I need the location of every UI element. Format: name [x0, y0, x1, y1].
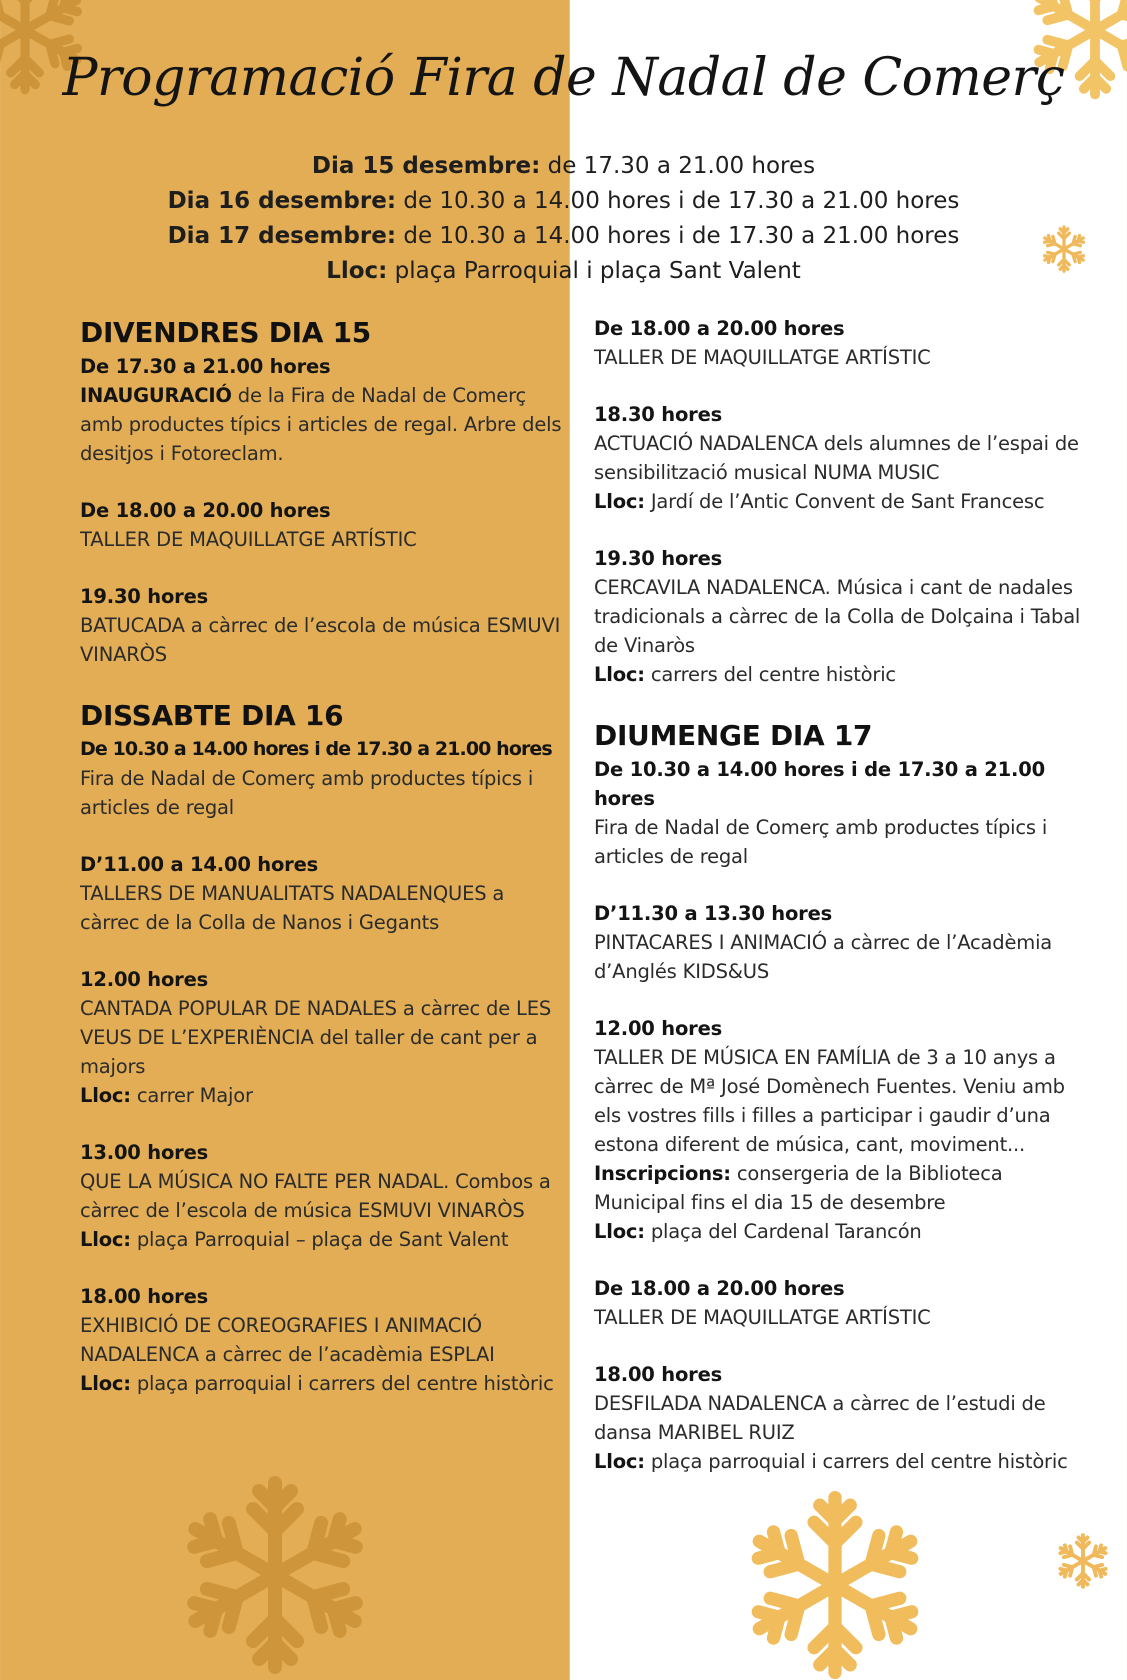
event-time: 19.30 hores	[594, 547, 722, 570]
event-description: QUE LA MÚSICA NO FALTE PER NADAL. Combos a càrrec de l’escola de música ESMUVI VINARÒS	[80, 1170, 551, 1222]
event-description: ACTUACIÓ NADALENCA dels alumnes de l’espai de sensibilització musical NUMA MUSIC	[594, 432, 1079, 484]
event-item	[80, 352, 565, 468]
event-description: Fira de Nadal de Comerç amb productes típics i articles de regal	[80, 767, 534, 819]
event-description: TALLER DE MAQUILLATGE ARTÍSTIC	[80, 528, 417, 551]
event-time: 18.00 hores	[594, 1363, 722, 1386]
event-description: BATUCADA a càrrec de l’escola de música ESMUVI VINARÒS	[80, 614, 561, 666]
event-time: De 17.30 a 21.00 hores	[80, 355, 331, 378]
day-heading-saturday: DISSABTE DIA 16	[80, 699, 344, 732]
schedule-line: Dia 17 desembre: de 10.30 a 14.00 hores i de 17.30 a 21.00 hores	[167, 223, 960, 249]
event-time: 18.00 hores	[80, 1285, 208, 1308]
event-item	[80, 1138, 565, 1254]
event-description: CANTADA POPULAR DE NADALES a càrrec de LES VEUS DE L’EXPERIÈNCIA del taller de cant per a majors	[80, 997, 551, 1078]
event-description: TALLER DE MÚSICA EN FAMÍLIA de 3 a 10 anys a càrrec de Mª José Domènech Fuentes. Veniu amb els vostres fills i filles a participar i gaudir d’una estona diferent de música, cant, moviment...	[594, 1046, 1065, 1156]
event-description: INAUGURACIÓ de la Fira de Nadal de Comerç amb productes típics i articles de regal. Arbre dels desitjos i Fotoreclam.	[80, 384, 562, 465]
event-time: D’11.30 a 13.30 hores	[594, 902, 833, 925]
day-heading-friday: DIVENDRES DIA 15	[80, 316, 371, 349]
schedule-summary	[0, 149, 1127, 289]
event-item	[80, 735, 565, 822]
event-description: TALLER DE MAQUILLATGE ARTÍSTIC	[594, 346, 931, 369]
event-description: DESFILADA NADALENCA a càrrec de l’estudi de dansa MARIBEL RUIZ	[594, 1392, 1046, 1444]
schedule-line: Lloc: plaça Parroquial i plaça Sant Valent	[326, 258, 801, 284]
event-item	[80, 582, 565, 669]
event-item	[594, 400, 1094, 516]
event-item	[594, 755, 1094, 871]
event-time: 12.00 hores	[80, 968, 208, 991]
event-location: Lloc: plaça parroquial i carrers del centre històric	[594, 1450, 1068, 1473]
event-time: 12.00 hores	[594, 1017, 722, 1040]
event-time: De 18.00 a 20.00 hores	[594, 1277, 845, 1300]
snowflake-icon	[1055, 1533, 1111, 1589]
event-time: De 18.00 a 20.00 hores	[80, 499, 331, 522]
event-location: Lloc: carrer Major	[80, 1084, 253, 1107]
event-item	[80, 1282, 565, 1398]
event-item	[594, 1274, 1094, 1332]
event-time: De 18.00 a 20.00 hores	[594, 317, 845, 340]
event-description: EXHIBICIÓ DE COREOGRAFIES I ANIMACIÓ NADALENCA a càrrec de l’acadèmia ESPLAI	[80, 1314, 495, 1366]
event-description: CERCAVILA NADALENCA. Música i cant de nadales tradicionals a càrrec de la Colla de Dolçaina i Tabal de Vinaròs	[594, 576, 1081, 657]
event-location: Lloc: plaça parroquial i carrers del centre històric	[80, 1372, 554, 1395]
event-location: Lloc: carrers del centre històric	[594, 663, 896, 686]
event-item	[594, 544, 1094, 689]
event-item	[594, 899, 1094, 986]
event-location: Lloc: plaça Parroquial – plaça de Sant Valent	[80, 1228, 509, 1251]
event-item	[594, 1360, 1094, 1476]
event-description: TALLERS DE MANUALITATS NADALENQUES a càrrec de la Colla de Nanos i Gegants	[80, 882, 505, 934]
event-item	[80, 496, 565, 554]
event-item	[80, 850, 565, 937]
event-location: Lloc: plaça del Cardenal Tarancón	[594, 1220, 922, 1243]
event-time: De 10.30 a 14.00 hores i de 17.30 a 21.00 hores	[594, 758, 1045, 810]
event-location: Lloc: Jardí de l’Antic Convent de Sant Francesc	[594, 490, 1045, 513]
event-time: 18.30 hores	[594, 403, 722, 426]
event-description: PINTACARES I ANIMACIÓ a càrrec de l’Acadèmia d’Anglés KIDS&US	[594, 931, 1053, 983]
event-time: De 10.30 a 14.00 hores i de 17.30 a 21.00 hores	[80, 738, 552, 760]
event-time: 13.00 hores	[80, 1141, 208, 1164]
event-time: D’11.00 a 14.00 hores	[80, 853, 319, 876]
event-description: Fira de Nadal de Comerç amb productes típics i articles de regal	[594, 816, 1048, 868]
schedule-line: Dia 16 desembre: de 10.30 a 14.00 hores i de 17.30 a 21.00 hores	[167, 188, 960, 214]
event-time: 19.30 hores	[80, 585, 208, 608]
right-column	[594, 314, 1094, 1504]
event-registration: Inscripcions: consergeria de la Biblioteca Municipal fins el dia 15 de desembre	[594, 1162, 1003, 1214]
schedule-line: Dia 15 desembre: de 17.30 a 21.00 hores	[311, 153, 816, 179]
event-item	[594, 1014, 1094, 1246]
event-description: TALLER DE MAQUILLATGE ARTÍSTIC	[594, 1306, 931, 1329]
day-heading-sunday: DIUMENGE DIA 17	[594, 719, 873, 752]
page-title: Programació Fira de Nadal de Comerç	[62, 48, 1065, 108]
event-item	[80, 965, 565, 1110]
left-column	[80, 314, 565, 1426]
snowflake-icon	[175, 1475, 375, 1675]
event-item	[594, 314, 1094, 372]
snowflake-icon	[740, 1490, 930, 1680]
